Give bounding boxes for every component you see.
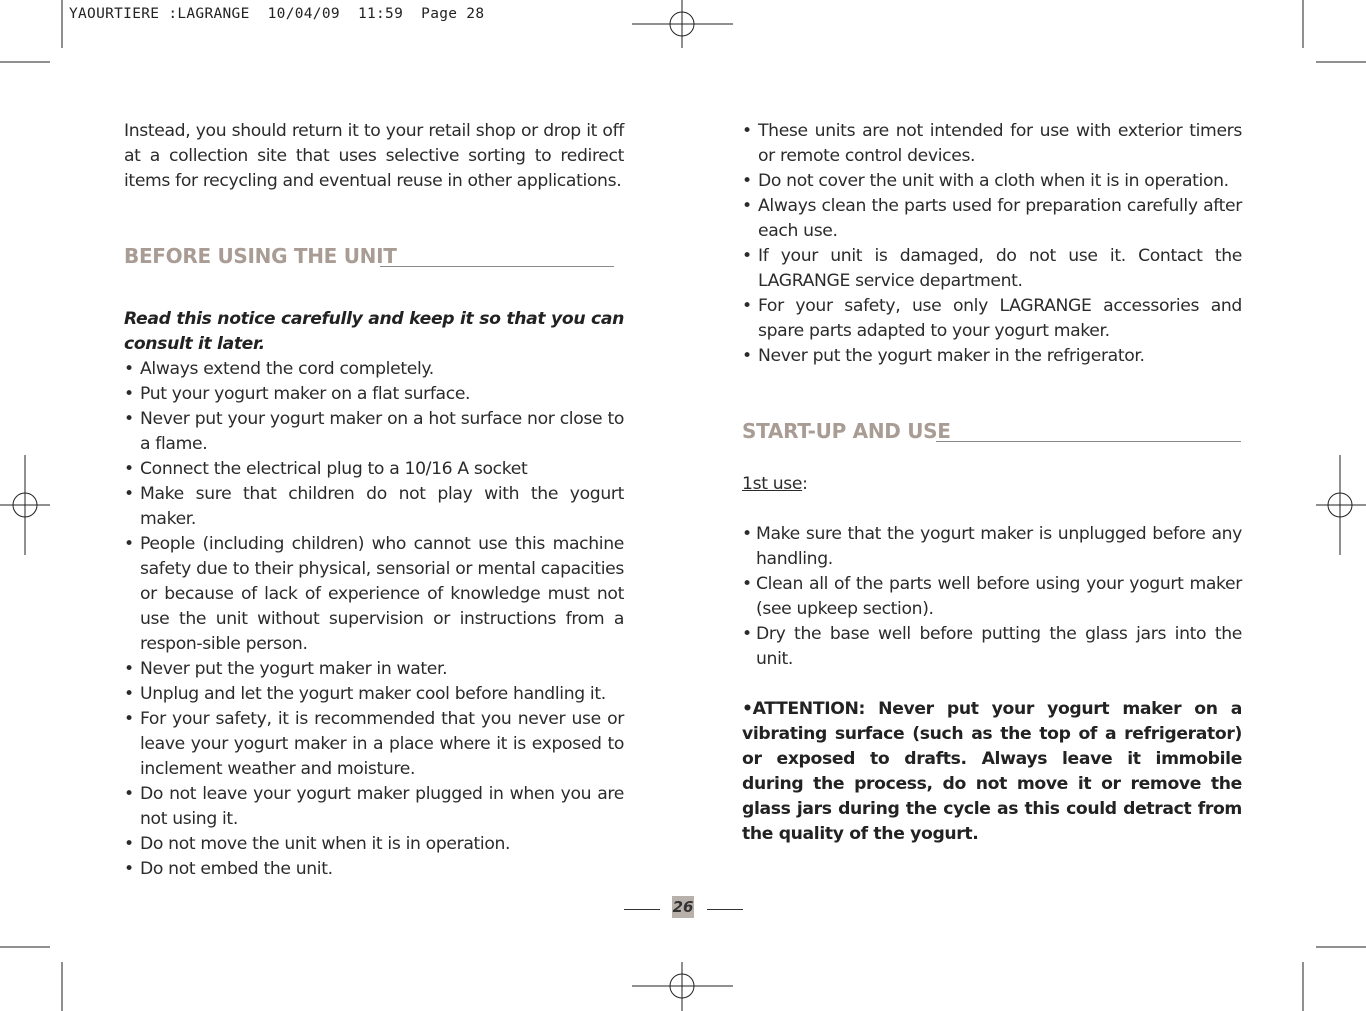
registration-mark-left <box>0 455 50 555</box>
lead-notice: Read this notice carefully and keep it so that you can consult it later. <box>124 309 624 354</box>
list-item: • Make sure that children do not play with the yogurt maker. <box>124 482 624 532</box>
list-item: • People (including children) who cannot use this machine safety due to their physical, sensorial or mental capacities or because of lack of experience of knowledge must not use the unit without supervision or instructions from a respon-sible person. <box>124 532 624 657</box>
heading-rule <box>936 441 1241 442</box>
list-item: • Make sure that the yogurt maker is unplugged before any handling. <box>742 522 1242 572</box>
heading-text: START-UP AND USE <box>742 419 951 443</box>
registration-mark-top <box>632 0 733 48</box>
list-item: • Unplug and let the yogurt maker cool before handling it. <box>124 682 624 707</box>
first-use-colon: : <box>802 474 808 494</box>
intro-paragraph: Instead, you should return it to your retail shop or drop it off at a collection site that uses selective sorting to redirect items for recycling and eventual reuse in other applications. <box>124 121 624 191</box>
section-heading-start-up <box>742 419 1242 444</box>
list-item: • Never put your yogurt maker on a hot surface nor close to a flame. <box>124 407 624 457</box>
list-item: • Do not embed the unit. <box>124 857 624 882</box>
list-item: • Put your yogurt maker on a flat surface. <box>124 382 624 407</box>
list-item: • Always extend the cord completely. <box>124 357 624 382</box>
list-item: • For your safety, use only LAGRANGE accessories and spare parts adapted to your yogurt maker. <box>742 294 1242 344</box>
first-use-label: 1st use <box>742 474 803 494</box>
first-use-bullet-list <box>742 522 1242 672</box>
heading-rule <box>380 266 614 267</box>
list-item: • Do not move the unit when it is in operation. <box>124 832 624 857</box>
section-heading-before-using <box>124 244 624 269</box>
list-item: • Do not cover the unit with a cloth when it is in operation. <box>742 169 1242 194</box>
left-column <box>124 119 624 882</box>
page-number: 26 <box>672 898 694 916</box>
list-item: • Always clean the parts used for preparation carefully after each use. <box>742 194 1242 244</box>
safety-bullet-list <box>124 357 624 882</box>
heading-text: BEFORE USING THE UNIT <box>124 244 397 268</box>
print-slug-line: YAOURTIERE :LAGRANGE 10/04/09 11:59 Page 28 <box>69 6 485 22</box>
attention-paragraph: •ATTENTION: Never put your yogurt maker on a vibrating surface (such as the top of a refrigerator) or exposed to drafts. Always leave it immobile during the process, do not move it or remove the glass jars during the cycle as this could detract from the quality of the yogurt. <box>742 699 1242 844</box>
list-item: • Dry the base well before putting the glass jars into the unit. <box>742 622 1242 672</box>
list-item: • If your unit is damaged, do not use it. Contact the LAGRANGE service department. <box>742 244 1242 294</box>
registration-mark-right <box>1316 455 1366 555</box>
list-item: • Do not leave your yogurt maker plugged in when you are not using it. <box>124 782 624 832</box>
list-item: • For your safety, it is recommended that you never use or leave your yogurt maker in a place where it is exposed to inclement weather and moisture. <box>124 707 624 782</box>
list-item: • Never put the yogurt maker in water. <box>124 657 624 682</box>
right-column <box>742 119 1242 847</box>
list-item: • Never put the yogurt maker in the refrigerator. <box>742 344 1242 369</box>
list-item: • These units are not intended for use with exterior timers or remote control devices. <box>742 119 1242 169</box>
page-number-dash-right <box>707 909 743 910</box>
usage-bullet-list <box>742 119 1242 369</box>
registration-mark-bottom <box>632 962 733 1011</box>
page-number-dash-left <box>624 909 660 910</box>
list-item: • Clean all of the parts well before using your yogurt maker (see upkeep section). <box>742 572 1242 622</box>
list-item: • Connect the electrical plug to a 10/16 A socket <box>124 457 624 482</box>
first-use-label-row <box>742 472 1242 497</box>
